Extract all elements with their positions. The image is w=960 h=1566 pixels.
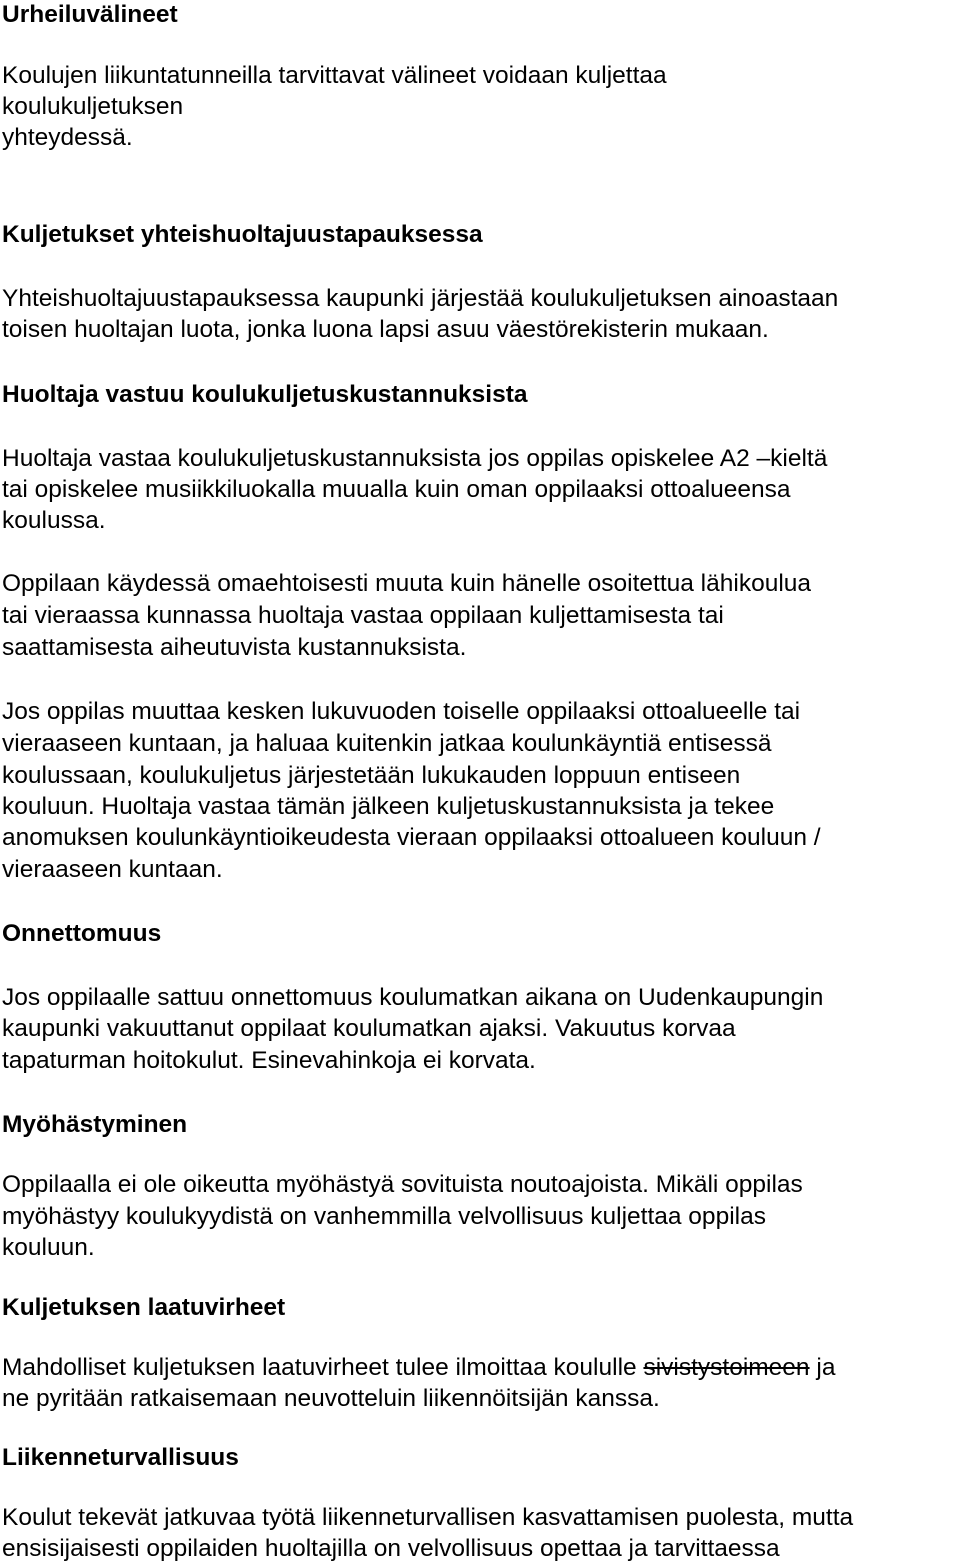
paragraph-line: koulussaan, koulukuljetus järjestetään lukukauden loppuun entiseen xyxy=(2,762,741,789)
paragraph-line: vieraaseen kuntaan. xyxy=(2,856,223,883)
paragraph-line xyxy=(2,1353,835,1383)
paragraph-line: ne pyritään ratkaisemaan neuvotteluin liikennöitsijän kanssa. xyxy=(2,1385,660,1412)
paragraph-line: Huoltaja vastaa koulukuljetuskustannuksista jos oppilas opiskelee A2 –kieltä xyxy=(2,445,828,472)
paragraph-line: kouluun. xyxy=(2,1234,95,1261)
struck-text: sivistystoimeen xyxy=(643,1354,810,1381)
paragraph-line: ensisijaisesti oppilaiden huoltajilla on velvollisuus opettaa ja tarvittaessa xyxy=(2,1535,780,1562)
paragraph-line: toisen huoltajan luota, jonka luona lapsi asuu väestörekisterin mukaan. xyxy=(2,316,769,343)
paragraph-line: Koulujen liikuntatunneilla tarvittavat välineet voidaan kuljettaa xyxy=(2,62,667,89)
paragraph-line: Oppilaalla ei ole oikeutta myöhästyä sovituista noutoajoista. Mikäli oppilas xyxy=(2,1171,803,1198)
section-heading-kuljetukset-yhteishuoltajuus: Kuljetukset yhteishuoltajuustapauksessa xyxy=(2,221,483,248)
line-text: Mahdolliset kuljetuksen laatuvirheet tulee ilmoittaa koululle xyxy=(2,1354,644,1381)
line-text: ja xyxy=(809,1354,836,1381)
section-heading-liikenneturvallisuus: Liikenneturvallisuus xyxy=(2,1444,239,1471)
paragraph-line: yhteydessä. xyxy=(2,124,133,151)
paragraph-line: koulukuljetuksen xyxy=(2,93,184,120)
paragraph-line: tai opiskelee musiikkiluokalla muualla kuin oman oppilaaksi ottoalueensa xyxy=(2,476,791,503)
paragraph-line: anomuksen koulunkäyntioikeudesta vieraan oppilaaksi ottoalueen kouluun / xyxy=(2,824,821,851)
paragraph-line: saattamisesta aiheutuvista kustannuksista. xyxy=(2,634,467,661)
section-heading-urheiluvalineet: Urheiluvälineet xyxy=(2,1,178,28)
paragraph-line: kaupunki vakuuttanut oppilaat koulumatkan ajaksi. Vakuutus korvaa xyxy=(2,1015,736,1042)
section-heading-onnettomuus: Onnettomuus xyxy=(2,920,162,947)
paragraph-line: Koulut tekevät jatkuvaa työtä liikenneturvallisen kasvattamisen puolesta, mutta xyxy=(2,1504,854,1531)
paragraph-line: vieraaseen kuntaan, ja haluaa kuitenkin jatkaa koulunkäyntiä entisessä xyxy=(2,730,772,757)
paragraph-line: tapaturman hoitokulut. Esinevahinkoja ei korvata. xyxy=(2,1047,536,1074)
paragraph-line: kouluun. Huoltaja vastaa tämän jälkeen kuljetuskustannuksista ja tekee xyxy=(2,793,775,820)
section-heading-huoltaja-vastuu: Huoltaja vastuu koulukuljetuskustannuksista xyxy=(2,381,528,408)
paragraph-line: myöhästyy koulukyydistä on vanhemmilla velvollisuus kuljettaa oppilas xyxy=(2,1203,766,1230)
paragraph-line: koulussa. xyxy=(2,507,106,534)
section-heading-myohastyminen: Myöhästyminen xyxy=(2,1111,188,1138)
paragraph-line: tai vieraassa kunnassa huoltaja vastaa oppilaan kuljettamisesta tai xyxy=(2,602,724,629)
paragraph-line: Oppilaan käydessä omaehtoisesti muuta kuin hänelle osoitettua lähikoulua xyxy=(2,570,812,597)
paragraph-line: Jos oppilaalle sattuu onnettomuus koulumatkan aikana on Uudenkaupungin xyxy=(2,984,824,1011)
paragraph-line: Yhteishuoltajuustapauksessa kaupunki järjestää koulukuljetuksen ainoastaan xyxy=(2,285,839,312)
section-heading-kuljetuksen-laatuvirheet: Kuljetuksen laatuvirheet xyxy=(2,1294,286,1321)
paragraph-line: Jos oppilas muuttaa kesken lukuvuoden toiselle oppilaaksi ottoalueelle tai xyxy=(2,698,801,725)
